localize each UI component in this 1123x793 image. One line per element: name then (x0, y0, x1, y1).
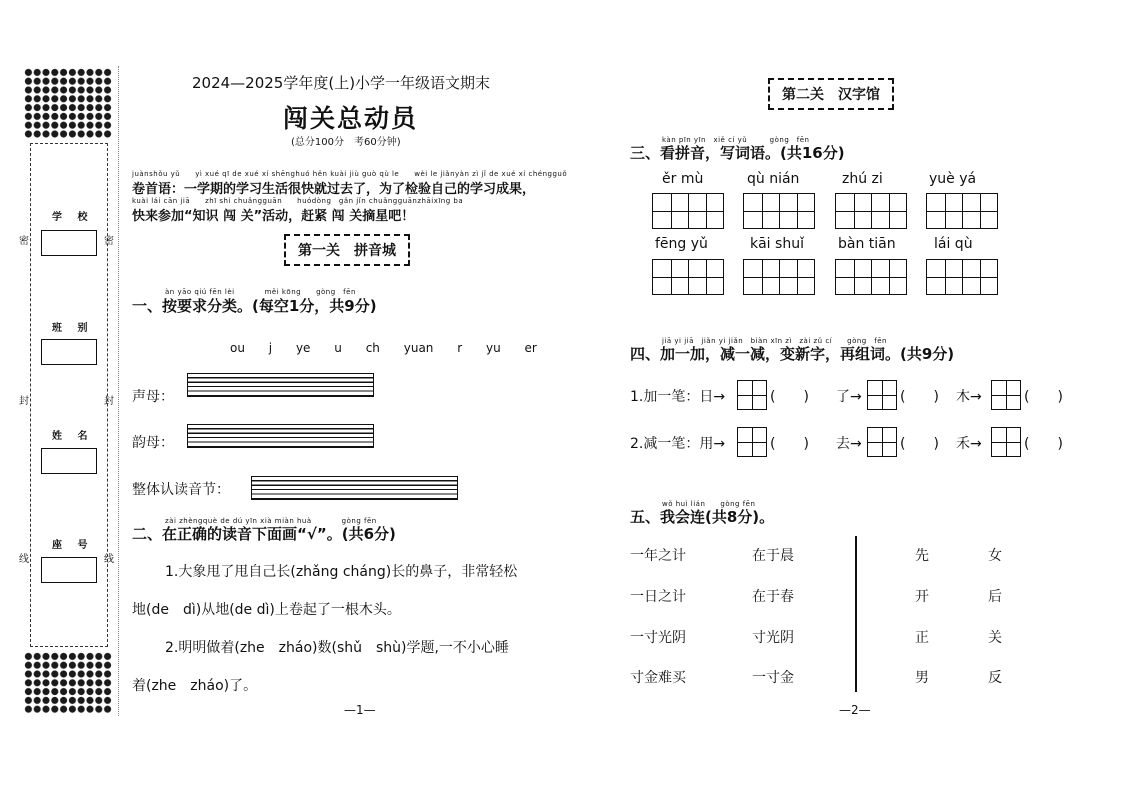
q2-sentence-2b: 着(zhe zháo)了。 (132, 678, 258, 694)
q4-paren[interactable]: ( ) (1024, 389, 1063, 405)
main-title: 闯关总动员 (283, 104, 419, 133)
level-1-banner: 第一关 拼音城 (284, 234, 410, 266)
q4-char: 去 (836, 436, 850, 452)
q2-heading: 二、在正确的读音下面画“√”。(共6分) (132, 525, 396, 543)
seat-field[interactable] (41, 557, 97, 583)
q4-char-box[interactable] (737, 380, 767, 410)
q4-row1-label: 1.加一笔： (630, 389, 700, 405)
q5-left-b[interactable]: 寸光阴 (752, 630, 794, 646)
q5-left-b[interactable]: 在于晨 (752, 548, 794, 564)
q4-paren[interactable]: ( ) (1024, 436, 1063, 452)
arrow-icon: → (713, 436, 726, 452)
q1-item: ch (365, 341, 380, 355)
q4-char: 日 (699, 389, 714, 405)
q4-char-box[interactable] (991, 380, 1021, 410)
q3-word-pinyin: kāi shuǐ (750, 236, 804, 252)
arrow-icon: → (850, 389, 862, 405)
q4-char: 禾 (956, 436, 970, 452)
q4-paren[interactable]: ( ) (900, 389, 939, 405)
exam-title: 2024—2025学年度(上)小学一年级语文期末 (192, 74, 491, 92)
q3-word-pinyin: ěr mù (662, 171, 704, 187)
q5-left-a[interactable]: 一日之计 (630, 589, 686, 605)
q4-paren[interactable]: ( ) (900, 436, 939, 452)
seal-feng-right: 封 (104, 396, 114, 407)
q4-row-1 (630, 386, 725, 406)
q3-word-pinyin: bàn tiān (838, 236, 896, 252)
preface-line-2: 快来参加“知识 闯 关”活动，赶紧 闯 关摘星吧！ (132, 209, 415, 224)
q4-row2-char-3 (956, 433, 982, 453)
q5-left-b[interactable]: 一寸金 (752, 670, 794, 686)
q3-writing-grid[interactable] (652, 259, 724, 295)
q4-pinyin: jiā yi jiā jiǎn yi jiǎn biàn xīn zì zài zǔ cí gòng fēn (662, 337, 887, 345)
q5-left-a[interactable]: 一寸光阴 (630, 630, 686, 646)
arrow-icon: → (970, 389, 982, 405)
q1-item: u (334, 341, 342, 355)
q4-row2-label: 2.减一笔： (630, 436, 700, 452)
q5-right-b[interactable]: 女 (988, 548, 1002, 564)
label-yunmu: 韵母： (132, 435, 174, 451)
level-2-banner: 第二关 汉字馆 (768, 78, 894, 110)
label-zhengti: 整体认读音节： (132, 482, 230, 498)
seal-xian-left: 线 (19, 554, 29, 565)
q3-word-pinyin: fēng yǔ (655, 236, 708, 252)
q5-left-b[interactable]: 在于春 (752, 589, 794, 605)
q3-writing-grid[interactable] (835, 193, 907, 229)
q4-char-box[interactable] (991, 427, 1021, 457)
q5-right-a[interactable]: 男 (915, 670, 929, 686)
seal-feng-left: 封 (19, 396, 29, 407)
q2-sentence-1a: 1.大象甩了甩自己长(zhǎng cháng)长的鼻子，非常轻松 (165, 564, 518, 580)
q3-word-pinyin: qù nián (747, 171, 800, 187)
q3-writing-grid[interactable] (652, 193, 724, 229)
seal-xian-right: 线 (104, 554, 114, 565)
q4-paren[interactable]: ( ) (770, 389, 809, 405)
q5-left-a[interactable]: 一年之计 (630, 548, 686, 564)
q3-writing-grid[interactable] (926, 259, 998, 295)
q3-writing-grid[interactable] (743, 259, 815, 295)
class-label: 班 别 (52, 323, 94, 334)
q5-right-b[interactable]: 后 (988, 589, 1002, 605)
page-number-2: —2— (839, 703, 871, 717)
q3-writing-grid[interactable] (743, 193, 815, 229)
arrow-icon: → (850, 436, 862, 452)
seat-label: 座 号 (52, 540, 94, 551)
q3-heading: 三、看拼音，写词语。(共16分) (630, 144, 845, 162)
q1-heading: 一、按要求分类。(每空1分，共9分) (132, 297, 377, 315)
q3-pinyin: kàn pīn yīn xiě cí yǔ gòng fēn (662, 136, 810, 144)
q4-heading: 四、加一加，减一减，变新字，再组词。(共9分) (630, 345, 955, 363)
q1-item: yuan (403, 341, 434, 355)
q2-sentence-2a: 2.明明做着(zhe zháo)数(shǔ shù)学题,一不小心睡 (165, 640, 509, 656)
q1-item: j (268, 341, 273, 355)
q1-item: ye (295, 341, 311, 355)
dot-pattern-bottom (24, 652, 112, 714)
q4-char: 木 (956, 389, 970, 405)
exam-subtitle: (总分100分 考60分钟) (291, 137, 401, 148)
arrow-icon: → (970, 436, 982, 452)
q3-word-pinyin: lái qù (934, 236, 973, 252)
q2-sentence-1b: 地(de dì)从地(de dì)上卷起了一根木头。 (132, 602, 401, 618)
q5-right-a[interactable]: 正 (915, 630, 929, 646)
preface-line-1: 卷首语：一学期的学习生活很快就过去了，为了检验自己的学习成果， (132, 182, 536, 197)
q2-pinyin: zài zhèngquè de dú yīn xià miàn huà gòng fēn (165, 517, 377, 525)
q5-pinyin: wǒ huì lián gòng fēn (662, 500, 756, 508)
q4-char-box[interactable] (737, 427, 767, 457)
preface-pinyin-2: kuài lái cān jiā zhī shi chuǎngguān huódòng gǎn jǐn chuǎngguānzhāixīng ba (132, 197, 464, 205)
q4-row1-char-3 (956, 386, 982, 406)
zhengti-writing-line[interactable] (251, 476, 458, 500)
dot-pattern-top (24, 68, 112, 138)
q4-paren[interactable]: ( ) (770, 436, 809, 452)
q5-right-b[interactable]: 关 (988, 630, 1002, 646)
school-field[interactable] (41, 230, 97, 256)
name-field[interactable] (41, 448, 97, 474)
q4-row1-char-2 (836, 386, 862, 406)
q5-left-a[interactable]: 寸金难买 (630, 670, 686, 686)
q4-char: 了 (836, 389, 850, 405)
shengmu-writing-line[interactable] (187, 373, 374, 397)
school-label: 学 校 (52, 212, 94, 223)
q4-row-2 (630, 433, 725, 453)
q1-item: ou (230, 341, 245, 355)
q1-item: r (457, 341, 463, 355)
q5-right-a[interactable]: 开 (915, 589, 929, 605)
q4-char-box[interactable] (867, 380, 897, 410)
seal-mi-right: 密 (104, 236, 114, 247)
q1-item: yu (486, 341, 501, 355)
binding-line (118, 66, 119, 716)
q1-item: er (524, 341, 537, 355)
preface-pinyin-1: juànshǒu yǔ yì xué qī de xué xí shēnghuó hěn kuài jiù guò qù le wèi le jiǎnyàn zì jǐ de xué xí chéngguǒ (132, 170, 568, 178)
arrow-icon: → (713, 389, 726, 405)
yunmu-writing-line[interactable] (187, 424, 374, 448)
seal-mi-left: 密 (19, 236, 29, 247)
q5-divider-line (855, 536, 857, 692)
page-number-1: —1— (344, 703, 376, 717)
q5-right-b[interactable]: 反 (988, 670, 1002, 686)
name-label: 姓 名 (52, 431, 94, 442)
q1-item-list (230, 341, 537, 355)
q3-word-pinyin: zhú zi (842, 171, 883, 187)
q5-heading: 五、我会连(共8分)。 (630, 508, 775, 526)
q3-writing-grid[interactable] (835, 259, 907, 295)
label-shengmu: 声母： (132, 389, 174, 405)
q1-pinyin: àn yāo qiú fēn lèi měi kōng gòng fēn (165, 288, 356, 296)
q3-word-pinyin: yuè yá (929, 171, 977, 187)
q4-char-box[interactable] (867, 427, 897, 457)
q4-char: 用 (699, 436, 714, 452)
q5-right-a[interactable]: 先 (915, 548, 929, 564)
q4-row2-char-2 (836, 433, 862, 453)
q3-writing-grid[interactable] (926, 193, 998, 229)
class-field[interactable] (41, 339, 97, 365)
